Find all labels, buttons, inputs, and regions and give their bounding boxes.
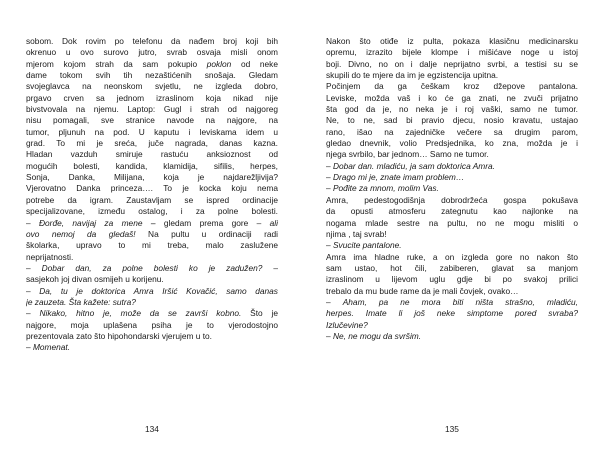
right-page-text xyxy=(326,36,578,342)
text-run: – xyxy=(26,308,40,319)
text-line xyxy=(326,47,578,58)
text-run: izraslinom u lijevom uglu gdje bi po svakoj prilici xyxy=(326,274,578,285)
text-line xyxy=(326,297,578,308)
text-run: Što je xyxy=(241,308,278,319)
text-line xyxy=(326,252,578,263)
text-line xyxy=(26,229,278,240)
text-run: Nakon što otiđe iz pulta, pokaza klasičnu medicinarsku xyxy=(326,36,578,46)
text-line xyxy=(326,59,578,70)
text-line xyxy=(326,218,578,229)
italic-text: Ne, ne mogu da svršim. xyxy=(332,330,422,341)
text-run: boji. Divno, no on i dalje neprijatno svrbi, a testisi su se xyxy=(326,58,578,69)
text-run: – xyxy=(326,160,333,171)
text-line xyxy=(26,206,278,217)
text-run: Na pultu u ordinaciji radi xyxy=(135,228,278,239)
text-line xyxy=(26,47,278,58)
italic-text: ovo nemoj da gledaš! xyxy=(26,228,136,239)
left-page-number: 134 xyxy=(145,424,159,434)
text-line xyxy=(26,263,278,274)
text-line xyxy=(326,320,578,331)
text-line xyxy=(326,70,578,81)
text-run: Amra, pedestogodišnja dobrodržeća gospa pokušava xyxy=(326,194,578,205)
text-line xyxy=(326,229,578,240)
text-line xyxy=(326,36,578,47)
italic-text: Pođite za mnom, molim Vas. xyxy=(332,183,439,194)
text-run: rano, išao na zajedničke večere sa drugim parom, xyxy=(326,126,578,137)
text-run: gledam prema gore – xyxy=(155,217,270,228)
text-line xyxy=(326,206,578,217)
italic-text: Momenat. xyxy=(32,342,71,353)
text-line xyxy=(26,93,278,104)
text-run: skupili do te mjere da im je egzistencija upitna. xyxy=(326,70,499,81)
text-run: okrenuo u ovo surovo jutro, svrab osvaja misli onom xyxy=(26,47,278,58)
italic-text: Dobar dan, za polne bolesti ko je zadužen? xyxy=(41,262,263,273)
text-run: sasjekoh joj divan osmijeh u korijenu. xyxy=(26,274,164,285)
text-line xyxy=(26,138,278,149)
text-line xyxy=(326,274,578,285)
italic-text: poklon xyxy=(206,58,232,69)
text-run: od neke xyxy=(231,58,278,69)
text-run: – xyxy=(262,262,278,273)
text-run: sam ustao, hot čili, zabiberen, glavat sa manjom xyxy=(326,262,578,273)
text-line xyxy=(26,81,278,92)
text-run: tumor, pljunuh na pod. U kaputu i leviskama idem u xyxy=(26,126,278,137)
right-page-number: 135 xyxy=(445,424,459,434)
text-run: najgore, moja uplašena psiha je to vjerodostojno xyxy=(26,319,278,330)
text-line xyxy=(326,138,578,149)
text-line xyxy=(26,36,278,47)
text-line xyxy=(26,297,278,308)
text-line xyxy=(26,161,278,172)
left-page-text xyxy=(26,36,278,354)
italic-text: herpes. Imate li još neke simptome pored svraba? xyxy=(326,308,578,319)
text-line xyxy=(26,218,278,229)
text-run: – xyxy=(326,240,333,251)
italic-text: Svucite pantalone. xyxy=(332,240,402,251)
text-run: opremu, izrazito bijele klompe i mišićave noge u istoj xyxy=(326,47,578,58)
text-run: – xyxy=(26,262,42,273)
text-run: potrebe da igram. Zaustavljam se ispred ordinacije xyxy=(26,194,278,205)
italic-text: Da, tu je doktorica Amra Iršić Kovačić, samo danas xyxy=(39,285,278,296)
text-line xyxy=(26,240,278,251)
text-run: – xyxy=(326,172,333,183)
text-line xyxy=(326,286,578,297)
right-page xyxy=(326,36,578,434)
left-page xyxy=(26,36,278,434)
text-run: – xyxy=(26,342,33,353)
text-run: Počinjem da ga češkam kroz džepove pantalona. xyxy=(326,81,578,92)
italic-text: Izlučevine? xyxy=(326,319,368,330)
text-line xyxy=(26,127,278,138)
text-run: šta god da je, no neka je i roj vaški, samo ne tumor. xyxy=(326,104,578,115)
text-line xyxy=(26,104,278,115)
text-line xyxy=(26,149,278,160)
text-line xyxy=(26,70,278,81)
text-line xyxy=(326,161,578,172)
text-run: školarka, upravo to mi treba, malo zaslužene xyxy=(26,240,278,251)
text-run: grad. To mi je srećа, juče nagrada, danas kazna. xyxy=(26,138,278,149)
text-run: svojeglavca na neonskom svjetlu, ne izgleda dobro, xyxy=(26,81,278,92)
text-run: prezentovala zato što hipohondarski vjerujem u to. xyxy=(26,330,212,341)
text-run: Hladan vazduh smiruje rastuću anksioznost od xyxy=(26,149,278,160)
text-run: specijalizovane, između ostalog, i za polne bolesti. xyxy=(26,206,278,217)
text-run: Ne, to ne, sad bi pravio djecu, nosio kravatu, ustajao xyxy=(326,115,578,126)
italic-text: ali xyxy=(269,217,278,228)
text-line xyxy=(326,104,578,115)
text-line xyxy=(326,308,578,319)
text-run: trebalo da mu bude rame da je mali čovjek, ovako… xyxy=(326,285,519,296)
text-run: bivstvovala na njemu. Laptop: Gugl i strah od najgoreg xyxy=(26,104,278,115)
text-run: Sonja, Danka, Milijana, koja je najdarežljivija? xyxy=(26,172,278,183)
text-run: Vjerovatno Danka princeza…. To je kocka koju nema xyxy=(26,183,278,194)
text-run: – xyxy=(26,285,40,296)
text-run: dame tokom svih tih nezaštićenih snošaja. Gledam xyxy=(26,70,278,81)
italic-text: je zauzeta. Šta kažete: sutra? xyxy=(26,296,136,307)
text-run: – xyxy=(26,217,40,228)
text-run: mjerom kojom strah da sam pokupio xyxy=(26,58,207,69)
text-line xyxy=(326,149,578,160)
text-line xyxy=(326,240,578,251)
text-line xyxy=(26,183,278,194)
text-run: – xyxy=(326,330,333,341)
text-line xyxy=(26,172,278,183)
text-line xyxy=(26,59,278,70)
text-run: – xyxy=(326,296,343,307)
text-line xyxy=(326,81,578,92)
text-line xyxy=(26,274,278,285)
text-line xyxy=(26,342,278,353)
text-line xyxy=(326,93,578,104)
italic-text: Nikako, hitno je, može da se završi kobno. xyxy=(39,308,242,319)
text-run: gledao dnevnik, volio Predsjednika, ko zna, možda je i xyxy=(326,138,578,149)
text-run: nogama mlade sestre na pultu, no ne mogu misliti o xyxy=(326,217,578,228)
text-run: nisu pomagali, sve stranice navode na najgore, na xyxy=(26,115,278,126)
text-run: njima , taj svrab! xyxy=(326,228,387,239)
text-line xyxy=(326,195,578,206)
text-line xyxy=(26,115,278,126)
text-run: sobom. Dok rovim po telefonu da nađem broj koji bih xyxy=(26,36,278,46)
text-run: mogućih bolesti, kandida, klamidija, sifilis, herpes, xyxy=(26,160,278,171)
text-run: da opusti atmosferu zategnutu kao najlonke na xyxy=(326,206,578,217)
text-line xyxy=(26,286,278,297)
text-run: Leviske, možda vaš i ko će ga znati, ne zvuči prijatno xyxy=(326,92,578,103)
text-run: njega svrbilo, bar jednom… Samo ne tumor. xyxy=(326,149,489,160)
text-line xyxy=(26,331,278,342)
text-line xyxy=(26,320,278,331)
text-line xyxy=(326,172,578,183)
text-run: neprijatnosti. xyxy=(26,251,74,262)
text-line xyxy=(326,127,578,138)
italic-text: Dobar dan. mladiću, ja sam doktorica Amra. xyxy=(332,160,495,171)
text-run: Amra ima hladne ruke, a on izgleda gore no nakon što xyxy=(326,251,578,262)
text-run: prgavo crven sa jednom izraslinom koja nikad nije xyxy=(26,92,278,103)
text-line xyxy=(26,252,278,263)
italic-text: Đorđe, navijaj za mene – xyxy=(39,217,156,228)
italic-text: Aham, pa ne mora biti ništa strašno, mladiću, xyxy=(342,296,578,307)
text-line xyxy=(26,195,278,206)
text-line xyxy=(326,331,578,342)
text-line xyxy=(326,115,578,126)
italic-text: Drago mi je, znate imam problem… xyxy=(332,172,465,183)
text-run: – xyxy=(326,183,333,194)
text-line xyxy=(26,308,278,319)
text-line xyxy=(326,183,578,194)
text-line xyxy=(326,263,578,274)
